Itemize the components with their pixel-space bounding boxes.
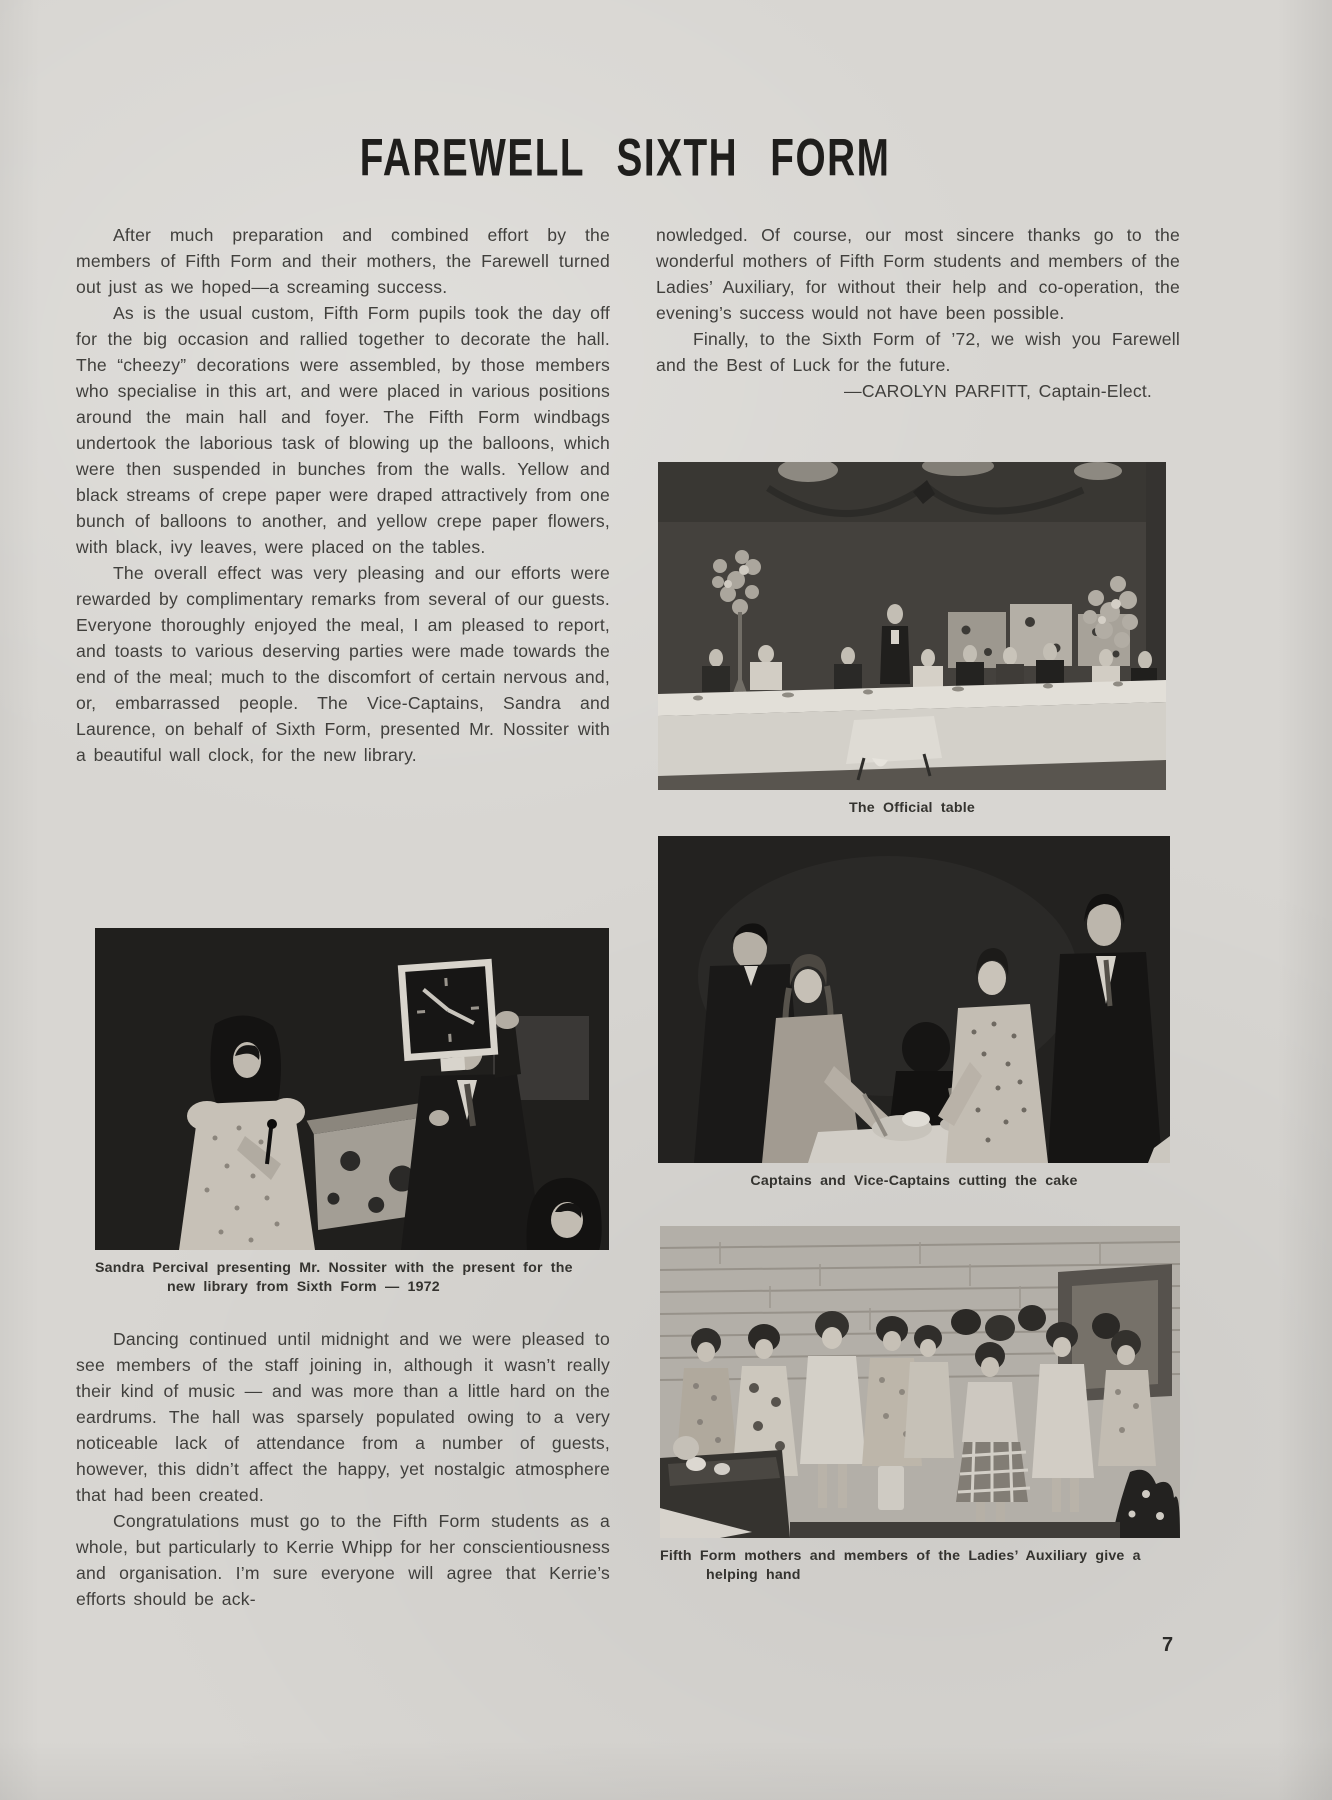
- photo-caption: Captains and Vice-Captains cutting the cake: [750, 1173, 1078, 1189]
- photo-caption: Sandra Percival presenting Mr. Nossiter with the present for the new library from Sixth Form — 1972: [95, 1260, 573, 1295]
- left-column-bottom-text: [76, 1326, 610, 1612]
- clock-presentation-image: [95, 928, 609, 1250]
- paragraph: Congratulations must go to the Fifth Form students as a whole, but particularly to Kerrie Whipp for her conscientiousness and organisation. I’m sure everyone will agree that Kerrie’s efforts should be ack-: [76, 1511, 610, 1609]
- page-title-text: FAREWELL SIXTH FORM: [359, 127, 891, 188]
- page-number: 7: [1162, 1634, 1174, 1656]
- photo-caption: The Official table: [849, 800, 975, 816]
- paragraph: Finally, to the Sixth Form of ’72, we wish you Farewell and the Best of Luck for the future.: [656, 329, 1180, 375]
- cake-cutting-image: [658, 836, 1170, 1163]
- right-column-text: [656, 222, 1180, 404]
- paragraph: After much preparation and combined effort by the members of Fifth Form and their mothers, the Farewell turned out just as we hoped—a screaming success.: [76, 225, 610, 297]
- official-table-image: [658, 462, 1166, 790]
- clock-presentation-photo: [95, 928, 609, 1297]
- paragraph: Dancing continued until midnight and we were pleased to see members of the staff joining in, although it wasn’t really their kind of music — and was more than a little hard on the eardrums. The hall was sparsely populated owing to a very noticeable lack of attendance from a number of guests, however, this didn’t affect the happy, yet nostalgic atmosphere that had been created.: [76, 1329, 610, 1505]
- paragraph: nowledged. Of course, our most sincere thanks go to the wonderful mothers of Fifth Form students and members of the Ladies’ Auxiliary, for without their help and co-operation, the evening’s success would not have been possible.: [656, 225, 1180, 323]
- mothers-helping-photo: [660, 1226, 1180, 1585]
- mothers-helping-image: [660, 1226, 1180, 1538]
- paragraph: As is the usual custom, Fifth Form pupils took the day off for the big occasion and rallied together to decorate the hall. The “cheezy” decorations were assembled, by those members who specialise in this art, and were placed in various positions around the main hall and foyer. The Fifth Form windbags undertook the laborious task of blowing up the balloons, which were then suspended in bunches from the walls. Yellow and black streams of crepe paper were draped attractively from one bunch of balloons to another, and yellow crepe paper flowers, with black, ivy leaves, were placed on the tables.: [76, 303, 610, 557]
- photo-caption: Fifth Form mothers and members of the Ladies’ Auxiliary give a helping hand: [660, 1548, 1141, 1583]
- byline: —CAROLYN PARFITT, Captain-Elect.: [844, 381, 1152, 401]
- page-title: [0, 128, 1250, 187]
- left-column-text: [76, 222, 610, 768]
- paragraph: The overall effect was very pleasing and our efforts were rewarded by complimentary remarks from several of our guests. Everyone thoroughly enjoyed the meal, I am pleased to report, and toasts to various deserving parties were made towards the end of the meal; much to the discomfort of certain nervous and, or, embarrassed people. The Vice-Captains, Sandra and Laurence, on behalf of Sixth Form, presented Mr. Nossiter with a beautiful wall clock, for the new library.: [76, 563, 610, 765]
- cake-cutting-photo: [658, 836, 1170, 1191]
- official-table-photo: [658, 462, 1166, 818]
